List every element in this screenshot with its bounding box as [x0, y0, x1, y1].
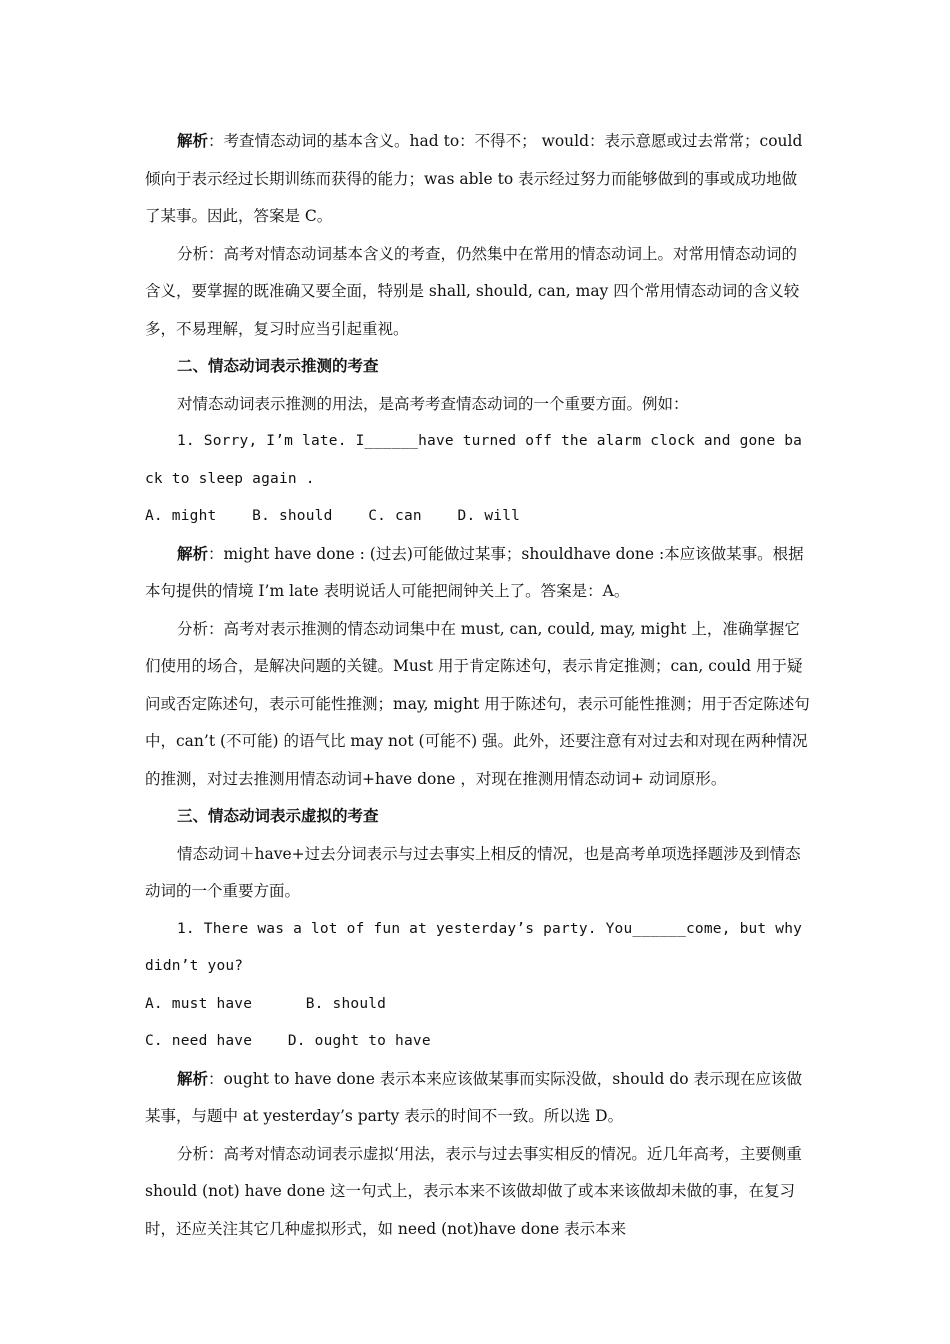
- analysis-text: ：might have done : (过去)可能做过某事；shouldhave done :本应该做某事。根据本句提供的情境 I’m late 表明说话人可能把闹钟关上了。答案是：A。: [145, 544, 804, 600]
- section-heading-3: 三、情态动词表示虚拟的考查: [177, 807, 379, 825]
- analysis-text: ：ought to have done 表示本来应该做某事而实际没做，should do 表示现在应该做某事，与题中 at yesterday’s party 表示的时间不一致。所以选 D。: [145, 1069, 803, 1125]
- analysis-label: 解析: [177, 544, 209, 563]
- commentary-paragraph-2: 分析：高考对表示推测的情态动词集中在 must, can, could, may, might 上，准确掌握它们使用的场合，是解决问题的关键。Must 用于肯定陈述句，表示肯定推测；can, could 用于疑问或否定陈述句，表示可能性推测；may, might 用于陈述句，表示可能性推测；用于否定陈述句中，can’t (不可能) 的语气比 may not (可能不) 强。此外，还要注意有对过去和对现在两种情况的推测，对过去推测用情态动词+have done ，对现在推测用情态动词+ 动词原形。: [145, 619, 810, 788]
- analysis-paragraph-3: [145, 1061, 810, 1136]
- analysis-label: 解析: [177, 132, 209, 150]
- question-2-options-row-2: C. need have D. ought to have: [145, 1033, 431, 1049]
- intro-paragraph-2: 对情态动词表示推测的用法，是高考考查情态动词的一个重要方面。例如：: [177, 394, 689, 413]
- analysis-text: ：考查情态动词的基本含义。had to：不得不； would：表示意愿或过去常常；could 倾向于表示经过长期训练而获得的能力；was able to 表示经过努力而能够做到的事或成功地做了某事。因此，答案是 C。: [145, 132, 803, 225]
- analysis-paragraph-1: [145, 123, 810, 236]
- section-heading-2: 二、情态动词表示推测的考查: [177, 357, 379, 375]
- question-2: 1. There was a lot of fun at yesterday’s party. You______come, but why didn’t you?: [145, 920, 803, 974]
- analysis-label: 解析: [177, 1069, 209, 1088]
- analysis-paragraph-2: [145, 536, 810, 611]
- commentary-paragraph-1: 分析：高考对情态动词基本含义的考查，仍然集中在常用的情态动词上。对常用情态动词的含义，要掌握的既准确又要全面，特别是 shall, should, can, may 四个常用情态动词的含义较多，不易理解，复习时应当引起重视。: [145, 244, 800, 338]
- commentary-paragraph-3: 分析：高考对情态动词表示虚拟‘用法，表示与过去事实相反的情况。近几年高考，主要侧重 should (not) have done 这一句式上，表示本来不该做却做了或本来该做却未做的事，在复习时，还应关注其它几种虚拟形式，如 need (not)have done 表示本来: [145, 1144, 802, 1238]
- question-1: 1. Sorry, I’m late. I______have turned off the alarm clock and gone back to sleep again .: [145, 433, 803, 487]
- question-1-options: A. might B. should C. can D. will: [145, 508, 521, 524]
- question-2-options-row-1: A. must have B. should: [145, 995, 387, 1012]
- document-body: [145, 123, 810, 1248]
- intro-paragraph-3: 情态动词＋have+过去分词表示与过去事实上相反的情况，也是高考单项选择题涉及到情态动词的一个重要方面。: [145, 844, 801, 900]
